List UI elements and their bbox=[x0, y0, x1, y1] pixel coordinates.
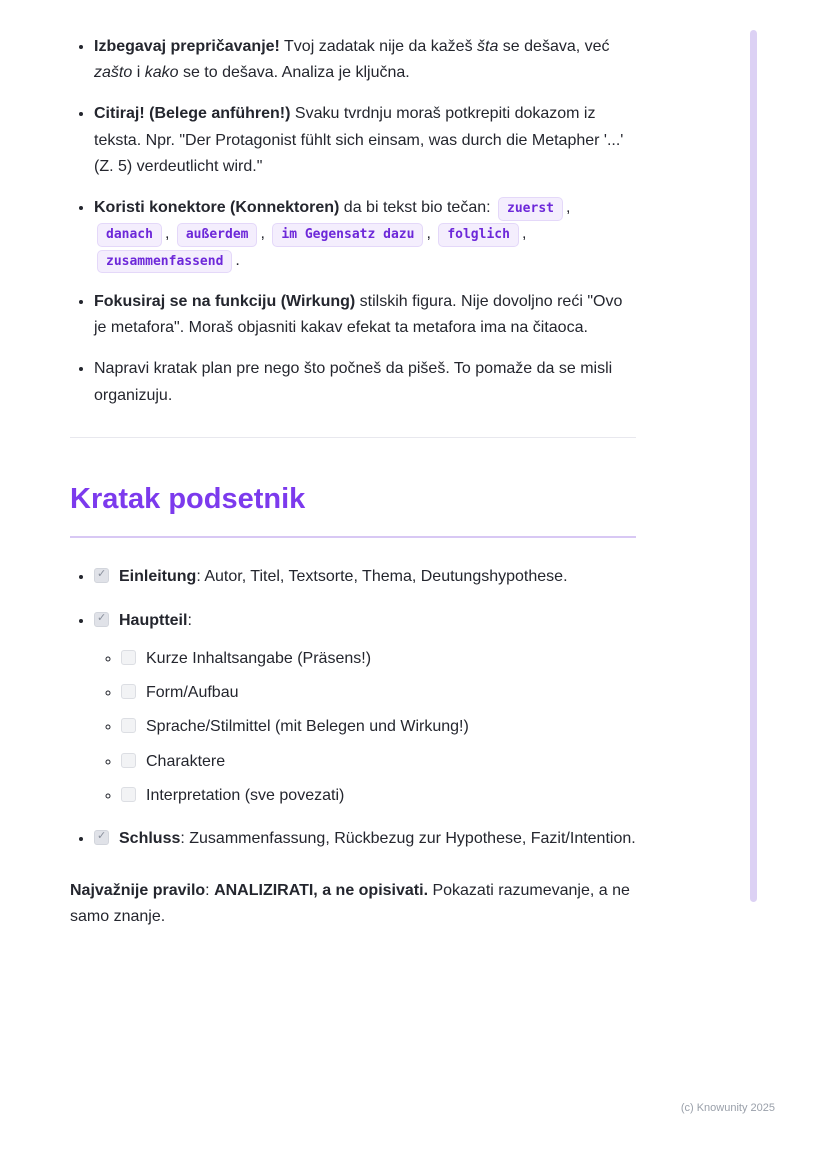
tip-text: se to dešava. Analiza je ključna. bbox=[178, 64, 410, 82]
tip-text: , bbox=[565, 199, 571, 217]
tip-item bbox=[94, 195, 636, 274]
checklist-item-text bbox=[119, 612, 192, 629]
checklist-text: : Zusammenfassung, Rückbezug zur Hypothese, Fazit/Intention. bbox=[180, 830, 636, 847]
scrollbar-thumb[interactable] bbox=[750, 30, 757, 902]
checklist-text: Schluss bbox=[119, 830, 181, 847]
tip-text: , bbox=[521, 225, 527, 243]
checkbox-checked[interactable] bbox=[94, 612, 109, 627]
footer-copyright: (c) Knowunity 2025 bbox=[680, 1102, 775, 1114]
checkbox-unchecked[interactable] bbox=[121, 753, 136, 768]
tip-text: zašto bbox=[94, 64, 133, 82]
checklist-item-text bbox=[119, 830, 636, 847]
sub-checklist-item-text: Kurze Inhaltsangabe (Präsens!) bbox=[146, 649, 372, 667]
tip-code-chip: folglich bbox=[438, 223, 519, 247]
checklist-text: : Autor, Titel, Textsorte, Thema, Deutungshypothese. bbox=[196, 568, 568, 586]
tip-code-chip: zuerst bbox=[498, 197, 563, 221]
final-note-text: : bbox=[205, 882, 215, 900]
section-divider bbox=[70, 437, 636, 438]
sub-checklist-item bbox=[121, 749, 636, 775]
tip-text: . bbox=[235, 251, 240, 269]
sub-checklist-item-text: Sprache/Stilmittel (mit Belegen und Wirkung!) bbox=[146, 718, 469, 736]
sub-checklist-item bbox=[121, 680, 636, 706]
checklist-text: Hauptteil bbox=[119, 611, 188, 629]
checkbox-unchecked[interactable] bbox=[121, 718, 136, 733]
checklist bbox=[70, 564, 636, 852]
tip-text: , bbox=[164, 225, 174, 243]
checkbox-unchecked[interactable] bbox=[121, 650, 136, 665]
tip-text: Citiraj! (Belege anführen!) bbox=[94, 105, 291, 123]
sub-checklist-item-text: Form/Aufbau bbox=[146, 684, 239, 702]
tip-code-chip: zusammenfassend bbox=[97, 250, 232, 274]
final-note-text: ANALIZIRATI, a ne opisivati. bbox=[214, 882, 429, 900]
final-note bbox=[70, 878, 636, 930]
checklist-text: : bbox=[187, 611, 192, 629]
tip-code-chip: außerdem bbox=[177, 223, 258, 247]
tip-text: šta bbox=[477, 38, 499, 55]
tip-text: da bi tekst bio tečan: bbox=[339, 199, 496, 217]
tip-text: , bbox=[260, 225, 270, 243]
tip-item bbox=[94, 34, 636, 86]
tip-text: i bbox=[132, 64, 145, 82]
tip-item bbox=[94, 356, 636, 408]
document-content bbox=[70, 34, 636, 931]
sub-checklist-item bbox=[121, 783, 636, 809]
tip-text: Napravi kratak plan pre nego što počneš da pišeš. To pomaže da se misli organizuju. bbox=[94, 360, 613, 404]
checklist-item bbox=[94, 826, 636, 852]
checkbox-checked[interactable] bbox=[94, 830, 109, 845]
tip-item bbox=[94, 289, 636, 341]
checklist-item-text bbox=[119, 568, 568, 585]
tip-text: se dešava, već bbox=[498, 38, 610, 55]
section-heading: Kratak podsetnik bbox=[70, 476, 636, 539]
tip-text: kako bbox=[144, 64, 179, 82]
tip-item bbox=[94, 101, 636, 180]
tip-text: , bbox=[426, 225, 436, 243]
tip-text: Svaku tvrdnju moraš potkrepiti dokazom iz teksta. Npr. "Der Protagonist fühlt sich einsam, was durch die Metapher '...' (Z. 5) verdeutlicht wird." bbox=[94, 105, 624, 175]
checkbox-unchecked[interactable] bbox=[121, 787, 136, 802]
sub-checklist-item bbox=[121, 646, 636, 672]
final-note-text: Pokazati razumevanje, a ne samo znanje. bbox=[70, 882, 630, 926]
sub-checklist-item bbox=[121, 714, 636, 740]
checklist-text: Einleitung bbox=[119, 568, 197, 586]
sub-checklist-item-text: Interpretation (sve povezati) bbox=[146, 786, 345, 804]
tip-text: stilskih figura. Nije dovoljno reći "Ovo je metafora". Moraš objasniti kakav efekat ta metafora ima na čitaoca. bbox=[94, 292, 623, 337]
tip-text: Fokusiraj se na funkciju (Wirkung) bbox=[94, 292, 356, 310]
tips-list bbox=[70, 34, 636, 409]
tip-text: Koristi konektore (Konnektoren) bbox=[94, 199, 340, 217]
tip-text: Izbegavaj prepričavanje! bbox=[94, 38, 280, 55]
checkbox-unchecked[interactable] bbox=[121, 684, 136, 699]
sub-checklist bbox=[94, 646, 636, 809]
checklist-item bbox=[94, 564, 636, 590]
final-note-text: Najvažnije pravilo bbox=[70, 882, 206, 900]
sub-checklist-item-text: Charaktere bbox=[146, 752, 226, 770]
tip-code-chip: im Gegensatz dazu bbox=[272, 223, 423, 247]
checkbox-checked[interactable] bbox=[94, 568, 109, 583]
checklist-item bbox=[94, 608, 636, 809]
tip-text: Tvoj zadatak nije da kažeš bbox=[279, 38, 478, 55]
tip-code-chip: danach bbox=[97, 223, 162, 247]
